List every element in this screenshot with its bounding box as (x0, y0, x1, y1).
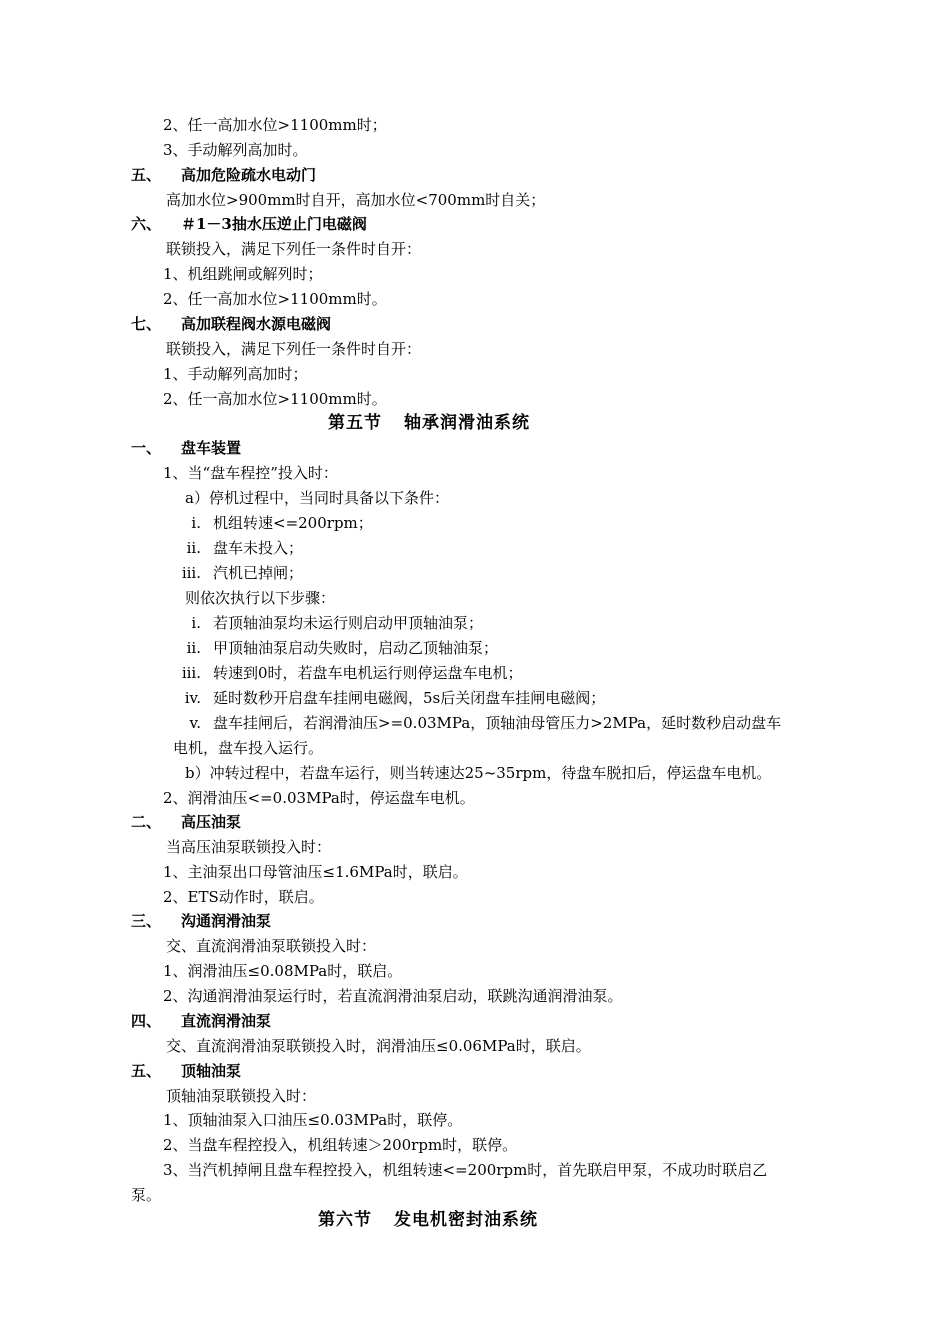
text-line: 电机，盘车投入运行。 (173, 739, 324, 757)
heading-number: 七、 (131, 315, 162, 333)
section-name: 轴承润滑油系统 (404, 413, 530, 433)
heading (131, 1011, 271, 1031)
list-text: 盘车未投入； (213, 539, 304, 557)
text-line: 高加水位>900mm时自开，高加水位<700mm时自关； (166, 191, 546, 209)
list-number: i. (191, 514, 201, 532)
text-line: 2、任一高加水位>1100mm时； (163, 116, 387, 134)
section-label: 第五节 (328, 413, 382, 433)
heading-text: ＃1－3抽水压逆止门电磁阀 (181, 215, 367, 233)
section-title (328, 412, 530, 434)
heading-number: 五、 (131, 166, 162, 184)
text-line: 交、直流润滑油泵联锁投入时： (166, 937, 377, 955)
text-line: 1、主油泵出口母管油压≤1.6MPa时，联启。 (163, 863, 468, 881)
text-line: 泵。 (131, 1186, 162, 1204)
heading-text: 顶轴油泵 (181, 1062, 242, 1080)
text-line: 1、当“盘车程控”投入时： (163, 464, 338, 482)
text-line: 2、任一高加水位>1100mm时。 (163, 290, 387, 308)
list-item (173, 513, 373, 533)
heading-number: 三、 (131, 912, 162, 930)
heading-text: 盘车装置 (181, 439, 242, 457)
heading (131, 314, 331, 334)
heading (131, 911, 271, 931)
heading-text: 沟通润滑油泵 (181, 912, 272, 930)
list-number: ii. (186, 639, 201, 657)
text-line: 则依次执行以下步骤： (185, 589, 336, 607)
heading (131, 438, 241, 458)
heading-text: 直流润滑油泵 (181, 1012, 272, 1030)
list-text: 延时数秒开启盘车挂闸电磁阀，5s后关闭盘车挂闸电磁阀； (213, 689, 606, 707)
text-line: 3、当汽机掉闸且盘车程控投入，机组转速<=200rpm时，首先联启甲泵，不成功时联启乙 (163, 1161, 768, 1179)
heading-text: 高加联程阀水源电磁阀 (181, 315, 332, 333)
heading-text: 高加危险疏水电动门 (181, 166, 317, 184)
list-item (173, 563, 303, 583)
list-item (173, 538, 303, 558)
text-line: 2、ETS动作时，联启。 (163, 888, 324, 906)
list-number: v. (189, 714, 201, 732)
text-line: 1、机组跳闸或解列时； (163, 265, 323, 283)
text-line: 2、润滑油压<=0.03MPa时，停运盘车电机。 (163, 789, 475, 807)
heading (131, 214, 367, 234)
list-text: 机组转速<=200rpm； (213, 514, 373, 532)
heading-text: 高压油泵 (181, 813, 242, 831)
list-number: iv. (184, 689, 201, 707)
list-item (173, 638, 498, 658)
text-line: 交、直流润滑油泵联锁投入时，润滑油压≤0.06MPa时，联启。 (166, 1037, 591, 1055)
heading (131, 1061, 241, 1081)
text-line: 当高压油泵联锁投入时： (166, 838, 332, 856)
section-label: 第六节 (318, 1210, 372, 1230)
list-number: iii. (181, 664, 201, 682)
section-title (318, 1209, 538, 1231)
section-name: 发电机密封油系统 (394, 1210, 538, 1230)
text-line: 2、任一高加水位>1100mm时。 (163, 390, 387, 408)
list-text: 汽机已掉闸； (213, 564, 304, 582)
text-line: 1、手动解列高加时； (163, 365, 308, 383)
text-line: 顶轴油泵联锁投入时： (166, 1087, 317, 1105)
text-line: 2、当盘车程控投入，机组转速＞200rpm时，联停。 (163, 1136, 518, 1154)
list-text: 转速到0时，若盘车电机运行则停运盘车电机； (213, 664, 523, 682)
heading-number: 六、 (131, 215, 162, 233)
list-item (173, 663, 523, 683)
list-text: 若顶轴油泵均未运行则启动甲顶轴油泵； (213, 614, 484, 632)
list-item (173, 688, 605, 708)
text-line: 1、润滑油压≤0.08MPa时，联启。 (163, 962, 403, 980)
text-line: a）停机过程中，当同时具备以下条件： (185, 489, 449, 507)
list-text: 甲顶轴油泵启动失败时，启动乙顶轴油泵； (213, 639, 499, 657)
heading-number: 四、 (131, 1012, 162, 1030)
list-number: iii. (181, 564, 201, 582)
heading-number: 二、 (131, 813, 162, 831)
text-line: b）冲转过程中，若盘车运行，则当转速达25~35rpm，待盘车脱扣后，停运盘车电机。 (185, 764, 772, 782)
list-text: 盘车挂闸后，若润滑油压>=0.03MPa，顶轴油母管压力>2MPa，延时数秒启动盘车 (213, 714, 782, 732)
list-number: ii. (186, 539, 201, 557)
text-line: 联锁投入，满足下列任一条件时自开： (166, 340, 422, 358)
text-line: 3、手动解列高加时。 (163, 141, 308, 159)
list-item (173, 613, 483, 633)
heading-number: 一、 (131, 439, 162, 457)
heading-number: 五、 (131, 1062, 162, 1080)
text-line: 1、顶轴油泵入口油压≤0.03MPa时，联停。 (163, 1111, 463, 1129)
heading (131, 812, 241, 832)
text-line: 2、沟通润滑油泵运行时，若直流润滑油泵启动，联跳沟通润滑油泵。 (163, 987, 623, 1005)
list-number: i. (191, 614, 201, 632)
heading (131, 165, 316, 185)
list-item (173, 713, 781, 733)
text-line: 联锁投入，满足下列任一条件时自开： (166, 240, 422, 258)
